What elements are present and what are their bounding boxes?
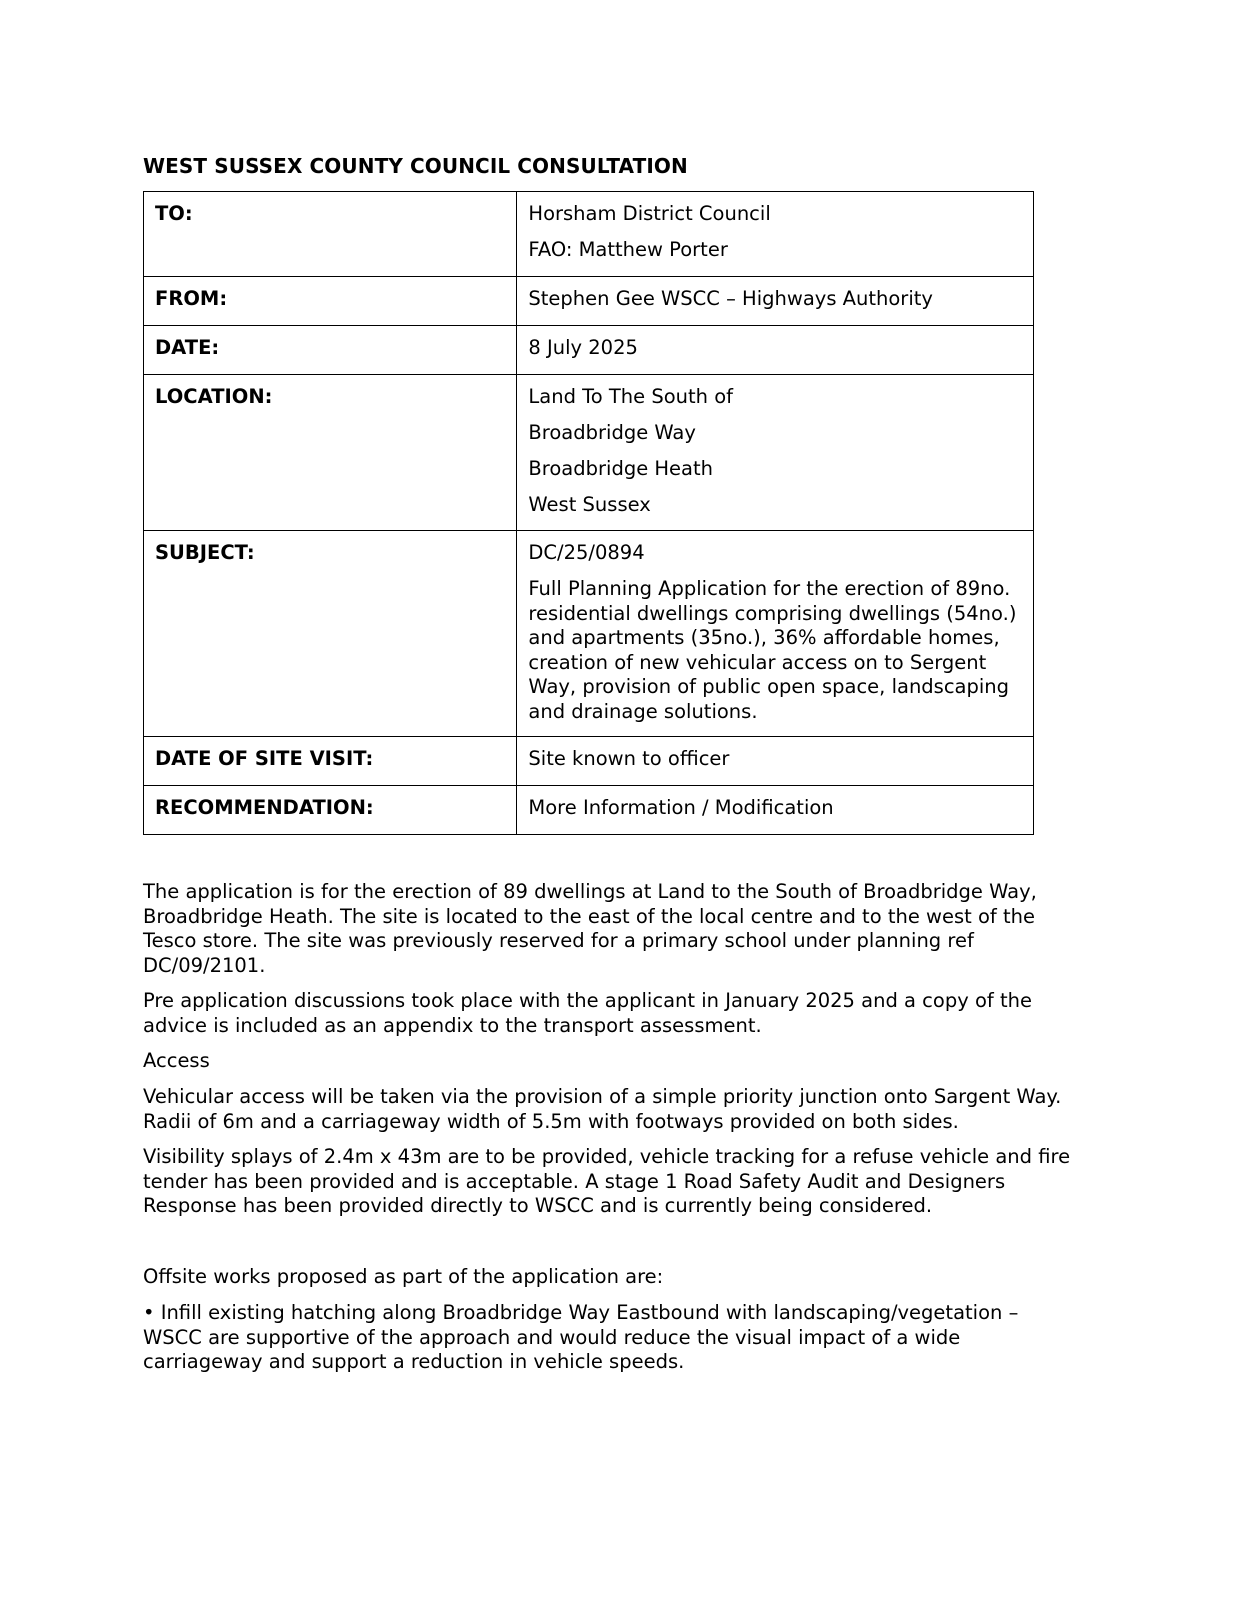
bullet-infill-hatching: • Infill existing hatching along Broadbridge Way Eastbound with landscaping/vegetation – WSCC are supportive of the approach and would reduce the visual impact of a wide carriageway and support a reduction in vehicle speeds.	[143, 1301, 1019, 1373]
location-line-4: West Sussex	[528, 493, 651, 516]
site-visit-value: Site known to officer	[517, 737, 1034, 786]
subject-reference: DC/25/0894	[528, 541, 645, 564]
location-value	[517, 375, 1034, 531]
location-label: LOCATION:	[144, 375, 517, 531]
date-value: 8 July 2025	[517, 326, 1034, 375]
row-recommendation	[144, 786, 1034, 835]
subject-value	[517, 531, 1034, 737]
paragraph-vehicular-access: Vehicular access will be taken via the provision of a simple priority junction onto Sargent Way. Radii of 6m and a carriageway width of 5.5m with footways provided on both sides.	[143, 1085, 1062, 1133]
to-label: TO:	[144, 192, 517, 277]
paragraph-application: The application is for the erection of 89 dwellings at Land to the South of Broadbridge Way, Broadbridge Heath. The site is located to the east of the local centre and to the west of the Tesco store. The site was previously reserved for a primary school under planning ref DC/09/2101.	[143, 880, 1037, 977]
row-site-visit	[144, 737, 1034, 786]
subject-description: Full Planning Application for the erection of 89no. residential dwellings comprising dwellings (54no.) and apartments (35no.), 36% affordable homes, creation of new vehicular access on to Sergent Way, provision of public open space, landscaping and drainage solutions.	[528, 577, 1017, 723]
document-title: WEST SUSSEX COUNTY COUNCIL CONSULTATION	[143, 154, 688, 178]
paragraph-pre-application: Pre application discussions took place with the applicant in January 2025 and a copy of the advice is included as an appendix to the transport assessment.	[143, 989, 1032, 1037]
paragraph-offsite-works: Offsite works proposed as part of the application are:	[143, 1265, 664, 1288]
to-line-2: FAO: Matthew Porter	[528, 238, 728, 261]
from-value: Stephen Gee WSCC – Highways Authority	[517, 277, 1034, 326]
consultation-table	[143, 191, 1034, 835]
row-location	[144, 375, 1034, 531]
location-line-1: Land To The South of	[528, 385, 734, 408]
location-line-2: Broadbridge Way	[528, 421, 696, 444]
row-subject	[144, 531, 1034, 737]
from-label: FROM:	[144, 277, 517, 326]
subject-label: SUBJECT:	[144, 531, 517, 737]
row-to	[144, 192, 1034, 277]
recommendation-label: RECOMMENDATION:	[144, 786, 517, 835]
access-heading: Access	[143, 1049, 210, 1072]
to-line-1: Horsham District Council	[528, 202, 771, 225]
site-visit-label: DATE OF SITE VISIT:	[144, 737, 517, 786]
location-line-3: Broadbridge Heath	[528, 457, 714, 480]
to-value	[517, 192, 1034, 277]
row-date	[144, 326, 1034, 375]
date-label: DATE:	[144, 326, 517, 375]
row-from	[144, 277, 1034, 326]
recommendation-value: More Information / Modification	[517, 786, 1034, 835]
paragraph-visibility-splays: Visibility splays of 2.4m x 43m are to be provided, vehicle tracking for a refuse vehicle and fire tender has been provided and is acceptable. A stage 1 Road Safety Audit and Designers Response has been provided directly to WSCC and is currently being considered.	[143, 1145, 1071, 1217]
